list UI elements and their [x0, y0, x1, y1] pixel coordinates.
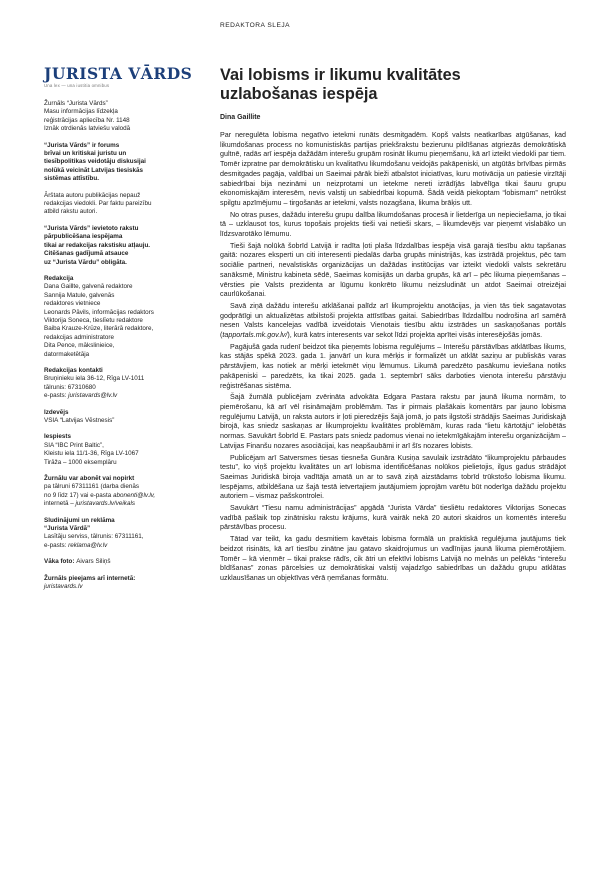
staff-line: Viktorija Soneca, tieslīetu redaktore [44, 316, 143, 324]
subscription-info [44, 475, 194, 509]
subscription-line: pa tālruni 67311161 (darba dienās [44, 483, 139, 491]
staff-line: redakcijas administratore [44, 333, 114, 341]
paragraph: Tieši šajā nolūkā šobrīd Latvijā ir radīta ļoti plaša līdzdalības iespēja visā garajā tiesību aktu tapšanas gaitā: nozares eksperti un citi interesenti piedalās darba grupās ministrijās, kas izstrādā projektus, pēc tam sociālie partneri, nevalstiskās organizācijas un dažādas institūcijas var izteikt viedokli valsts sekretāru sanāksmē, Ministru kabineta sēdē, Saeimas komisijās un darba grupās, kā arī – pēc likuma pieņemšanas – vērsties pie Valsts prezidenta ar lūgumu konkrēto likumu neizsludināt un atdot Saeimai otreizējai caurlūkošanai. [220, 241, 566, 299]
copyright-line: tikai ar redakcijas rakstisku atļauju. [44, 241, 151, 249]
contacts-heading: Redakcijas kontakti [44, 366, 103, 374]
paragraph: Šajā žurnālā publicējam zvērināta advokāta Edgara Pastara rakstu par jaunā likuma normām, to piemērošanu, kā arī vēl risināmajām problēmām. Tas ir pirmais plašākais komentārs par jauno lobisma regulējumu Latvijā, un raksta autors ir ļoti pieredzējis šajā jomā, jo pats ilgstoši strādājis Saeimas Juridiskajā birojā, kas sniedz saskaņas ar likumprojektu kvalitātes problēmām, kuras rada “lietu kārtotāju” ielobētās normas. Savukārt šobrīd E. Pastars pats sniedz padomus vienai no ietekmīgākajām interešu organizācijām – Latvijas Finanšu nozares asociācijai, kas neapšaubāmi ir arī šīs nozares lobists. [220, 393, 566, 450]
registration-line: Iznāk otrdienās latviešu valodā [44, 125, 131, 133]
copyright-line: uz “Jurista Vārdu” obligāta. [44, 258, 127, 266]
paragraph: Publicējam arī Satversmes tiesas tiesneša Gunāra Kusiņa savulaik izstrādāto “likumprojektu pārbaudes testu”, ko viņš projektu kvalitātes un arī lobisma identificēšanas nolūkos pielietojis, ilgus gadus strādājot Saeimas Juridiskā biroja vadītāja amatā un ar to savā ziņā aizstādams tobrīd trūkstošo lobisma likumu. Iespējams, atbildēšana uz šajā testā ietvertajiem jautājumiem joprojām varētu būt noderīga dažādu projektu autoriem – vismaz pašskontrolei. [220, 453, 566, 501]
contact-email-line [44, 392, 194, 400]
staff-line: datormaketētāja [44, 350, 90, 358]
ads-email-link[interactable]: reklama@lv.lv [68, 541, 108, 549]
website-link[interactable]: juristavards.lv [44, 583, 83, 591]
staff-line: Dana Gaillte, galvenā redaktore [44, 283, 133, 291]
mission-line: “Jurista Vārds” ir forums [44, 141, 120, 149]
editorial-team [44, 275, 194, 359]
staff-line: Dita Pence, mākslinieice, [44, 342, 115, 350]
ads-heading: “Jurista Vārdā” [44, 525, 91, 533]
article-title: Vai lobisms ir likumu kvalitātes uzlabošanas iespēja [220, 66, 461, 103]
disclaimer-line: redakcijas viedokli. Par faktu pareizību [44, 200, 152, 208]
ads-email-line [44, 542, 194, 550]
staff-line: Baiba Krauze-Krūze, literārā redaktore, [44, 325, 154, 333]
paragraph-text: ), kurā katrs interesents var sekot līdzi projekta aprītei visās interesējošās jomās. [287, 331, 543, 340]
subscription-web-link[interactable]: juristavards.lv/veikals [75, 500, 136, 508]
printer-info [44, 433, 194, 467]
publisher-name: VSIA “Latvijas Vēstnesis” [44, 417, 115, 424]
disclaimer-line: Ārštata autoru publikācijas nepauž [44, 191, 141, 199]
photo-label: Vāka foto: [44, 558, 77, 566]
printer-line: Kleistu iela 11/1-36, Rīga LV-1067 [44, 450, 139, 458]
paragraph: Tātad var teikt, ka gadu desmitiem kavētais lobisma formālā un praktiskā regulējuma jautājums tiek beidzot risināts, kā arī tiesību zinātne jau gatavo skaidrojumus un vadlīnijas jaunā likuma piemērotājiem. Tomēr – kā vienmēr – tikai prakse rādīs, cik ātri un efektīvi lobisms Latvijā no melnās un pelēkās “interešu bīdīšanas” zonas pārcelsies uz demokrātiskai valstij vajadzīgo sabiedrības un dažādu grupu atklātas uzklausīšanas un objektīvas vērā ņemšanas formātu. [220, 535, 566, 582]
disclaimer [44, 192, 194, 217]
paragraph: Savukārt “Tiesu namu administrācijas” apgādā “Jurista Vārda” tiesliētu redaktores Viktorijas Sonecas vadībā pašlaik top zinātnisku rakstu krājums, kurā vairāk nekā 20 autori skaidros un komentēs interešu pārstāvības procesu. [220, 504, 566, 532]
online-availability [44, 575, 194, 592]
journal-logo: JURISTA VĀRDS [44, 64, 193, 83]
cover-photo-credit [44, 558, 194, 566]
subscription-heading: Žurnālu var abonēt vai nopirkt [44, 475, 135, 483]
mission-line: nolūkā veicināt Latvijas tiesiskās [44, 166, 144, 174]
portal-link[interactable]: tapportals.mk.gov.lv/ [222, 331, 288, 340]
masthead-sidebar [44, 66, 194, 592]
subscription-web-label: internetā – [44, 500, 76, 508]
printer-heading: Iespiests [44, 433, 71, 441]
paragraph: Par neregulēta lobisma negatīvo ietekmi runāts desmitgadēm. Kopš valsts neatkarības atgūšanas, kad likumdošanas process no komunistiskās partijas priekšrakstu bezierunu pildīšanas atgriezās demokrātiskā gultnē, radās arī iespēja dažādām interešu grupām rosināt likumu pieņemšanu, kā arī izteikt viedokli par tiem. Tomēr izpratne par demokrātisku un kvalitatīvu likumdošanu veidojās pakāpeniski, un atgūtās brīvības pirmās desmitgades pagāja, valdībai un Saeimai pārāk bieži atbalstot iniciatīvas, kuru motivācija un patiesie virzītāji sabiedrībai bija nezināmi un neizprotami un ietekme nereti izrādījās labvēlīga tikai šauru grupu ekonomiskajām interesēm, nevis valstij un sabiedrībai kopumā. Šādā veidā piekoptam “lobismam” netrūkst spilgtu apzīmējumu – tirgošanās ar ietekmi, valsts nozagšana, likuma brāķis utt. [220, 131, 566, 207]
copyright-line: Citēšanas gadījumā atsauce [44, 250, 129, 258]
mission-line: brīvai un kritiskai juristu un [44, 150, 127, 158]
article-body [220, 131, 566, 586]
mission-line: tiesībpolitikas veidotāju diskusijai [44, 158, 146, 166]
subscription-text: no 9 līdz 17) vai e-pasta [44, 491, 113, 499]
printer-line: Tirāža – 1000 eksemplāru [44, 458, 117, 466]
contact-email-link[interactable]: juristavards@lv.lv [68, 392, 118, 400]
paragraph: Pagājušā gada rudenī beidzot tika pieņemts lobisma regulējums – Interešu pārstāvības atklātības likums, kas stājās spēkā 2023. gada 1. janvārī un kura mērķis ir formalizēt un atklāt saziņu ar publiskās varas pārstāvjiem, kas notiek ar mērķi ietekmēt viņu lēmumus. Likumā paredzēto pasākumu ieviešana notiks pakāpeniski – paredzēts, ka tikai 2025. gada 1. septembrī sāks darboties vienota interešu pārstāvju reģistrēšanas sistēma. [220, 342, 566, 390]
article-author: Dina Gaillite [220, 114, 261, 121]
disclaimer-line: atbild rakstu autori. [44, 208, 98, 216]
mission-statement [44, 142, 194, 184]
ads-heading: Sludinājumi un reklāma [44, 516, 115, 524]
staff-line: Sannija Matule, galvenās [44, 291, 115, 299]
registration-line: reģistrācijas apliecība Nr. 1148 [44, 116, 130, 124]
paragraph: No otras puses, dažādu interešu grupu dalība likumdošanas procesā ir lietderīga un nepieciešama, jo tikai tā – uzklausot tos, kurus topošais projekts tieši vai netieši skars, – likumdevējs var pieņemt vislabāko un līdzsvarotāko lēmumu. [220, 210, 566, 239]
online-heading: Žurnāls pieejams arī internetā: [44, 574, 136, 582]
subscription-line [44, 492, 194, 500]
ads-phone: Lasītāju serviss, tālrunis: 67311161, [44, 533, 144, 541]
publisher-heading: Izdevējs [44, 408, 69, 416]
copyright-line: pārpublicēšana iespējama [44, 233, 123, 241]
paragraph [220, 302, 566, 341]
photo-credit: Aivars Siliņš [76, 558, 111, 566]
staff-line: redaktores vietniece [44, 300, 101, 308]
mission-line: sistēmas attīstību. [44, 175, 99, 183]
ads-info [44, 517, 194, 551]
registration-line: Masu informācijas līdzekļa [44, 108, 118, 116]
registration-info [44, 100, 194, 134]
publisher-info [44, 409, 194, 426]
section-label: REDAKTORA SLEJA [220, 22, 291, 29]
copyright-line: “Jurista Vārds” ievietoto rakstu [44, 224, 139, 232]
registration-line: Žurnāls “Jurista Vārds” [44, 100, 108, 107]
subscription-web-line [44, 500, 194, 508]
contact-address: Bruņinieku iela 36-12, Rīga LV-1011 [44, 375, 145, 383]
paragraph-text: Savā ziņā dažādu interešu atklāšanai palīdz arī likumprojektu anotācijas, ja vien tās tiek sagatavotas godprātīgi un aktualizētas atbilstoši projekta attīstības gaitai. Sabiedrības līdzdalību nodrošina arī samērā nesen Valsts kancelejas vadībā izveidotais Vienotais tiesību aktu izstrādes un saskaņošanas portāls ( [220, 301, 566, 340]
email-label: e-pasts: [44, 392, 69, 400]
contact-phone: tālrunis: 67310680 [44, 383, 96, 391]
subscription-email-link[interactable]: abonenti@lv.lv, [112, 491, 156, 499]
copyright-notice [44, 225, 194, 267]
editorial-heading: Redakcija [44, 274, 74, 282]
editorial-contacts [44, 367, 194, 401]
journal-logo-tagline: Una lex — una iustitia omnibus [44, 83, 110, 88]
staff-line: Leonards Pāvils, informācijas redaktors [44, 308, 154, 316]
printer-line: SIA “IBC Print Baltic”, [44, 441, 104, 449]
email-label: e-pasts: [44, 541, 69, 549]
